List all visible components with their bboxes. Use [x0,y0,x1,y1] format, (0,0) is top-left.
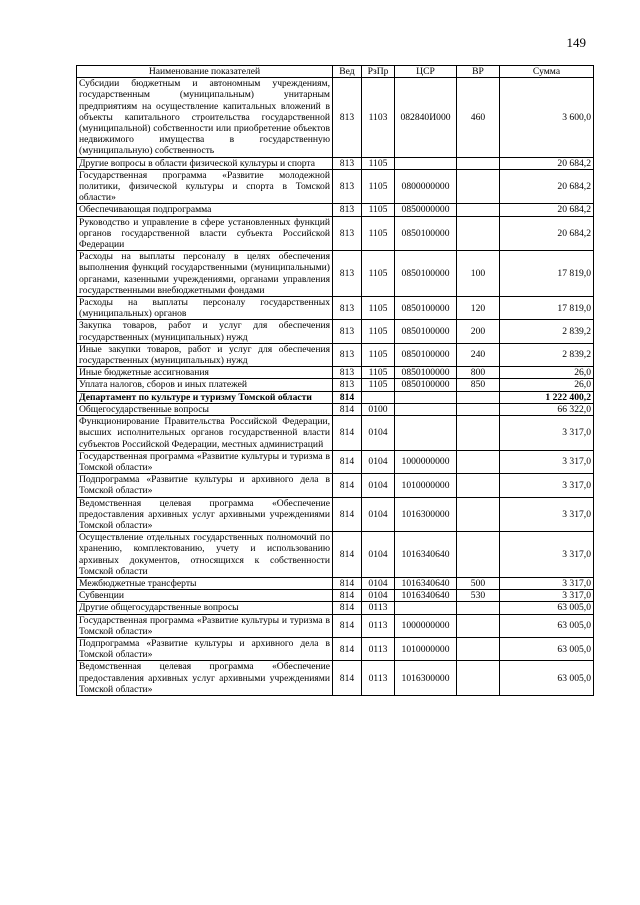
cell-ved: 813 [333,343,362,366]
cell-name: Государственная программа «Развитие молодежной политики, физической культуры и спорта в Томской области» [77,169,333,204]
cell-sum: 26,0 [500,379,594,391]
cell-rzpr: 1105 [362,367,395,379]
cell-name: Расходы на выплаты персоналу в целях обеспечения выполнения функций государственными (муниципальными) органами, казенными учреждениями, органами управления государственными внебюджетными фондами [77,251,333,297]
cell-name: Межбюджетные трансферты [77,577,333,589]
cell-sum: 17 819,0 [500,251,594,297]
cell-csr: 1000000000 [395,450,457,473]
cell-ved: 814 [333,637,362,660]
cell-sum: 17 819,0 [500,297,594,320]
cell-vr: 240 [457,343,500,366]
cell-vr [457,391,500,403]
cell-vr [457,497,500,532]
budget-table [76,65,594,696]
page-number: 149 [566,35,586,50]
cell-name: Руководство и управление в сфере установленных функций органов государственной власти субъекта Российской Федерации [77,216,333,251]
cell-vr: 100 [457,251,500,297]
cell-rzpr: 0104 [362,474,395,497]
cell-rzpr: 0113 [362,637,395,660]
cell-csr: 1016340640 [395,532,457,578]
cell-name: Иные бюджетные ассигнования [77,367,333,379]
column-header-name: Наименование показателей [77,66,333,78]
cell-vr: 460 [457,78,500,157]
cell-csr: 082840И000 [395,78,457,157]
cell-csr [395,602,457,614]
cell-ved: 814 [333,497,362,532]
cell-rzpr: 1105 [362,343,395,366]
cell-rzpr: 1105 [362,251,395,297]
cell-vr [457,169,500,204]
cell-sum: 26,0 [500,367,594,379]
cell-rzpr: 0104 [362,532,395,578]
cell-csr: 0850000000 [395,204,457,216]
column-header-rzpr: РзПр [362,66,395,78]
cell-ved: 813 [333,78,362,157]
cell-vr [457,602,500,614]
cell-csr: 1016340640 [395,577,457,589]
table-row [77,297,594,320]
cell-sum: 3 317,0 [500,497,594,532]
cell-rzpr: 1105 [362,216,395,251]
cell-name: Уплата налогов, сборов и иных платежей [77,379,333,391]
cell-name: Подпрограмма «Развитие культуры и архивного дела в Томской области» [77,637,333,660]
cell-ved: 814 [333,403,362,415]
cell-ved: 814 [333,474,362,497]
cell-name: Государственная программа «Развитие культуры и туризма в Томской области» [77,614,333,637]
cell-rzpr: 0104 [362,416,395,451]
cell-csr: 0850100000 [395,343,457,366]
cell-ved: 813 [333,320,362,343]
cell-name: Ведомственная целевая программа «Обеспечение предоставления архивных услуг архивными учреждениями Томской области» [77,497,333,532]
cell-name: Государственная программа «Развитие культуры и туризма в Томской области» [77,450,333,473]
cell-rzpr: 0104 [362,497,395,532]
column-header-csr: ЦСР [395,66,457,78]
cell-csr: 1000000000 [395,614,457,637]
table-row [77,216,594,251]
cell-sum: 3 317,0 [500,532,594,578]
table-row [77,577,594,589]
cell-name: Департамент по культуре и туризму Томской области [77,391,333,403]
cell-sum: 63 005,0 [500,614,594,637]
table-header-row [77,66,594,78]
cell-sum: 63 005,0 [500,661,594,696]
cell-name: Общегосударственные вопросы [77,403,333,415]
cell-ved: 814 [333,532,362,578]
cell-csr: 1016340640 [395,590,457,602]
cell-name: Другие общегосударственные вопросы [77,602,333,614]
cell-csr: 0850100000 [395,216,457,251]
cell-sum: 2 839,2 [500,343,594,366]
cell-sum: 3 600,0 [500,78,594,157]
cell-sum: 3 317,0 [500,474,594,497]
cell-rzpr: 1105 [362,320,395,343]
cell-vr: 200 [457,320,500,343]
table-row [77,157,594,169]
table-row [77,391,594,403]
table-row [77,661,594,696]
cell-rzpr: 0113 [362,661,395,696]
cell-csr: 1016300000 [395,497,457,532]
cell-sum: 20 684,2 [500,204,594,216]
cell-vr [457,474,500,497]
cell-sum: 20 684,2 [500,216,594,251]
cell-vr [457,416,500,451]
cell-vr: 530 [457,590,500,602]
cell-vr: 500 [457,577,500,589]
cell-rzpr: 1105 [362,379,395,391]
cell-vr: 800 [457,367,500,379]
cell-vr [457,403,500,415]
table-row [77,450,594,473]
cell-name: Другие вопросы в области физической культуры и спорта [77,157,333,169]
table-row [77,474,594,497]
cell-name: Обеспечивающая подпрограмма [77,204,333,216]
cell-vr [457,450,500,473]
cell-name: Закупка товаров, работ и услуг для обеспечения государственных (муниципальных) нужд [77,320,333,343]
cell-sum: 3 317,0 [500,590,594,602]
cell-sum: 3 317,0 [500,416,594,451]
table-row [77,614,594,637]
cell-sum: 20 684,2 [500,157,594,169]
table-row [77,367,594,379]
cell-vr [457,532,500,578]
cell-rzpr: 1105 [362,169,395,204]
cell-csr [395,157,457,169]
cell-sum: 1 222 400,2 [500,391,594,403]
cell-csr: 0850100000 [395,320,457,343]
cell-rzpr: 1105 [362,157,395,169]
cell-csr: 0850100000 [395,297,457,320]
cell-name: Субсидии бюджетным и автономным учреждениям, государственным (муниципальным) унитарным предприятиям на осуществление капитальных вложений в объекты капитального строительства государственной (муниципальной) собственности или приобретение объектов недвижимого имущества в государственную (муниципальную) собственность [77,78,333,157]
table-row [77,602,594,614]
cell-ved: 813 [333,169,362,204]
cell-csr: 0850100000 [395,379,457,391]
cell-ved: 814 [333,661,362,696]
cell-rzpr: 0104 [362,590,395,602]
cell-rzpr: 1103 [362,78,395,157]
cell-vr [457,661,500,696]
cell-ved: 813 [333,204,362,216]
cell-rzpr: 0104 [362,577,395,589]
cell-sum: 3 317,0 [500,577,594,589]
cell-name: Осуществление отдельных государственных полномочий по хранению, комплектованию, учету и использованию архивных документов, относящихся к собственности Томской области [77,532,333,578]
table-row [77,637,594,660]
cell-sum: 20 684,2 [500,169,594,204]
cell-vr [457,637,500,660]
table-row [77,78,594,157]
cell-name: Подпрограмма «Развитие культуры и архивного дела в Томской области» [77,474,333,497]
column-header-sum: Сумма [500,66,594,78]
cell-ved: 814 [333,602,362,614]
table-row [77,532,594,578]
cell-sum: 66 322,0 [500,403,594,415]
cell-ved: 814 [333,416,362,451]
cell-csr [395,391,457,403]
cell-ved: 813 [333,367,362,379]
cell-ved: 814 [333,614,362,637]
cell-ved: 814 [333,450,362,473]
cell-ved: 813 [333,216,362,251]
cell-rzpr [362,391,395,403]
cell-vr: 120 [457,297,500,320]
cell-csr: 0850100000 [395,367,457,379]
table-row [77,320,594,343]
cell-csr [395,416,457,451]
cell-vr [457,614,500,637]
cell-csr: 1010000000 [395,637,457,660]
cell-vr [457,204,500,216]
cell-csr: 0850100000 [395,251,457,297]
table-row [77,416,594,451]
cell-sum: 63 005,0 [500,602,594,614]
cell-ved: 814 [333,590,362,602]
cell-ved: 813 [333,379,362,391]
cell-name: Ведомственная целевая программа «Обеспечение предоставления архивных услуг архивными учреждениями Томской области» [77,661,333,696]
cell-rzpr: 1105 [362,297,395,320]
cell-rzpr: 0113 [362,614,395,637]
cell-vr [457,216,500,251]
table-row [77,403,594,415]
table-row [77,497,594,532]
cell-csr [395,403,457,415]
cell-ved: 814 [333,577,362,589]
cell-ved: 813 [333,251,362,297]
table-body [77,78,594,696]
column-header-ved: Вед [333,66,362,78]
cell-rzpr: 0100 [362,403,395,415]
cell-name: Субвенции [77,590,333,602]
table-row [77,343,594,366]
cell-rzpr: 0104 [362,450,395,473]
cell-ved: 813 [333,297,362,320]
cell-ved: 813 [333,157,362,169]
cell-vr [457,157,500,169]
cell-csr: 1016300000 [395,661,457,696]
cell-ved: 814 [333,391,362,403]
table-row [77,204,594,216]
cell-vr: 850 [457,379,500,391]
cell-csr: 0800000000 [395,169,457,204]
cell-name: Функционирование Правительства Российской Федерации, высших исполнительных органов государственной власти субъектов Российской Федерации, местных администраций [77,416,333,451]
cell-sum: 3 317,0 [500,450,594,473]
table-row [77,169,594,204]
cell-sum: 63 005,0 [500,637,594,660]
cell-csr: 1010000000 [395,474,457,497]
table-row [77,590,594,602]
cell-sum: 2 839,2 [500,320,594,343]
table-row [77,379,594,391]
cell-rzpr: 0113 [362,602,395,614]
table-row [77,251,594,297]
column-header-vr: ВР [457,66,500,78]
cell-name: Расходы на выплаты персоналу государственных (муниципальных) органов [77,297,333,320]
cell-rzpr: 1105 [362,204,395,216]
cell-name: Иные закупки товаров, работ и услуг для обеспечения государственных (муниципальных) нужд [77,343,333,366]
